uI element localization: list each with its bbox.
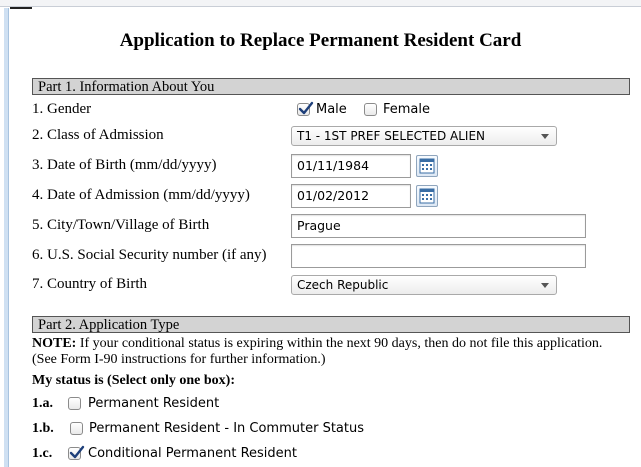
male-checkbox[interactable]: [297, 103, 310, 116]
ssn-input[interactable]: [291, 244, 586, 268]
male-label: Male: [316, 102, 347, 117]
female-checkbox[interactable]: [364, 103, 377, 116]
commuter-status-checkbox[interactable]: [70, 422, 83, 435]
country-of-birth-select[interactable]: [291, 275, 557, 295]
checkmark-icon: [69, 445, 85, 461]
note-body: If your conditional status is expiring within the next 90 days, then do not file this application. (See Form I-90 instructions for further information.): [32, 336, 603, 367]
item-number-1a: 1.a.: [32, 396, 53, 411]
gender-label: 1. Gender: [32, 101, 92, 117]
dob-input[interactable]: 01/11/1984: [291, 154, 411, 178]
class-of-admission-label: 2. Class of Admission: [32, 127, 164, 143]
ssn-label: 6. U.S. Social Security number (if any): [32, 247, 267, 263]
status-heading: My status is (Select only one box):: [32, 373, 235, 388]
calendar-icon[interactable]: [416, 155, 438, 177]
city-of-birth-input[interactable]: Prague: [291, 214, 586, 238]
form-title: Application to Replace Permanent Resident Card: [119, 30, 522, 51]
dob-label: 3. Date of Birth (mm/dd/yyyy): [32, 157, 217, 173]
item-number-1c: 1.c.: [32, 446, 53, 461]
item-number-1b: 1.b.: [32, 421, 54, 436]
class-of-admission-select[interactable]: [291, 126, 557, 146]
calendar-icon[interactable]: [416, 185, 438, 207]
note-text: [32, 336, 622, 368]
chevron-down-icon: [541, 134, 549, 139]
country-of-birth-value: Czech Republic: [297, 278, 389, 292]
part1-header: Part 1. Information About You: [32, 78, 630, 95]
permanent-resident-checkbox[interactable]: [68, 397, 81, 410]
country-of-birth-label: 7. Country of Birth: [32, 276, 147, 292]
commuter-status-label: Permanent Resident - In Commuter Status: [89, 421, 364, 436]
chevron-down-icon: [541, 283, 549, 288]
class-of-admission-value: T1 - 1ST PREF SELECTED ALIEN: [297, 129, 485, 143]
doa-input[interactable]: 01/02/2012: [291, 184, 411, 208]
checkmark-icon: [298, 101, 314, 117]
part2-header: Part 2. Application Type: [32, 316, 630, 333]
conditional-resident-checkbox[interactable]: [68, 447, 81, 460]
conditional-resident-label: Conditional Permanent Resident: [88, 446, 297, 461]
city-of-birth-label: 5. City/Town/Village of Birth: [32, 217, 210, 233]
top-toolbar-edge: [0, 0, 641, 7]
permanent-resident-label: Permanent Resident: [88, 396, 220, 411]
note-bold: NOTE:: [32, 336, 77, 351]
doa-label: 4. Date of Admission (mm/dd/yyyy): [32, 187, 250, 203]
toolbar-dash: [10, 7, 32, 9]
female-label: Female: [383, 102, 431, 117]
left-margin-bar: [4, 8, 9, 467]
